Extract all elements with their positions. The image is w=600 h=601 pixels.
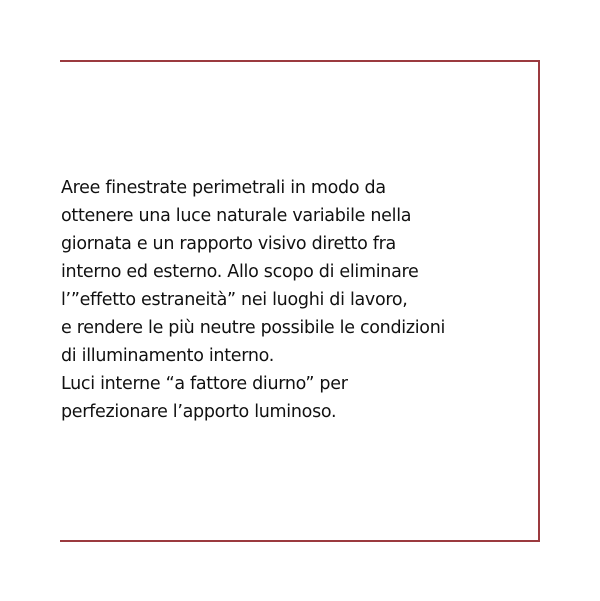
description-paragraph	[61, 174, 521, 426]
text-line: Luci interne “a fattore diurno” per	[61, 374, 348, 394]
text-line: perfezionare l’apporto luminoso.	[61, 402, 337, 422]
text-line: e rendere le più neutre possibile le condizioni	[61, 318, 446, 338]
text-line: l’”effetto estraneità” nei luoghi di lavoro,	[61, 290, 408, 310]
text-line: Aree finestrate perimetrali in modo da	[61, 178, 386, 198]
text-line: ottenere una luce naturale variabile nella	[61, 206, 412, 226]
text-line: di illuminamento interno.	[61, 346, 274, 366]
text-line: interno ed esterno. Allo scopo di eliminare	[61, 262, 419, 282]
text-line: giornata e un rapporto visivo diretto fra	[61, 234, 396, 254]
